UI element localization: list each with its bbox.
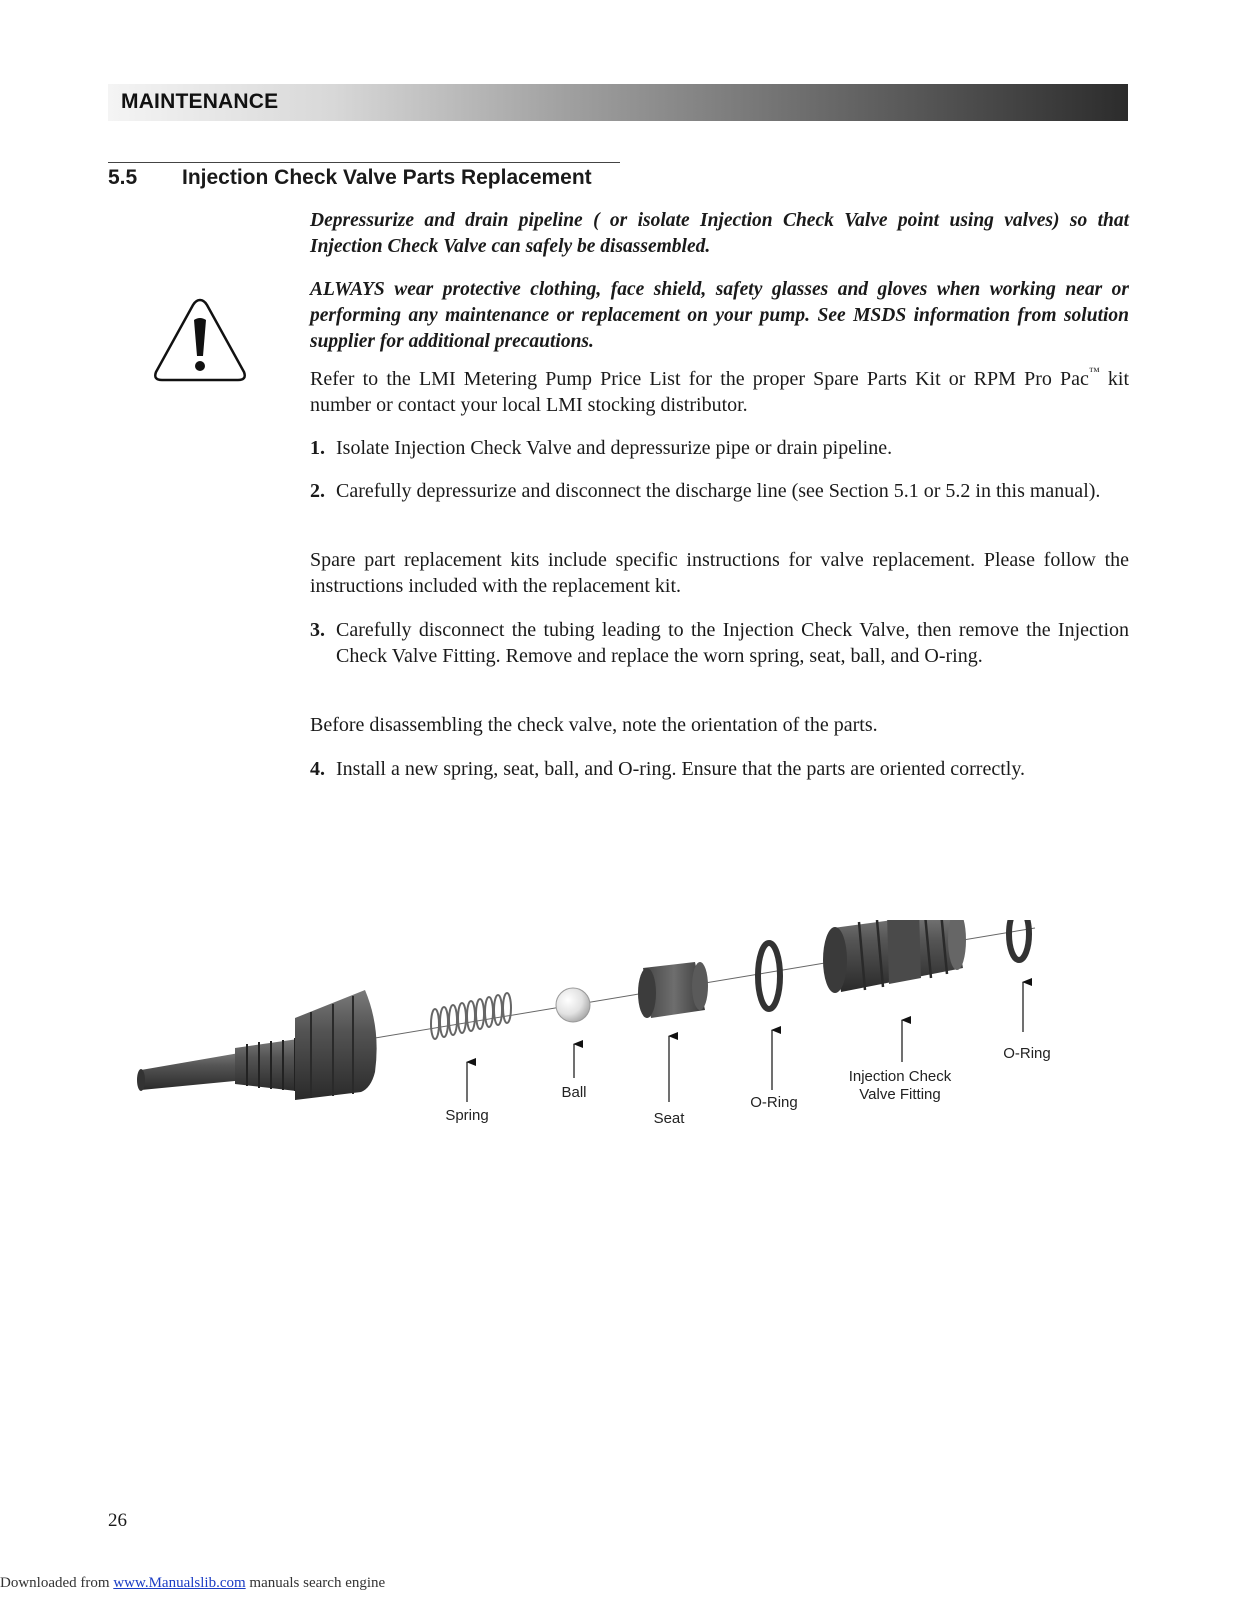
step-1 — [310, 435, 1129, 461]
spring-part — [431, 993, 511, 1039]
warning-text-depressurize: Depressurize and drain pipeline ( or isolate Injection Check Valve point using valves) so that Injection Check Valve can safely be disassembled. — [310, 210, 1129, 257]
seat-part — [638, 962, 708, 1018]
refer-paragraph — [310, 366, 1129, 418]
step-text: Install a new spring, seat, ball, and O-ring. Ensure that the parts are oriented correctly. — [336, 758, 1026, 780]
refer-text-a: Refer to the LMI Metering Pump Price List for the proper Spare Parts Kit or RPM Pro Pac — [310, 368, 1089, 390]
section-rule — [108, 162, 620, 163]
ball-label: Ball — [561, 1084, 587, 1101]
refer-text-b: kit number or contact your local LMI stocking distributor. — [310, 368, 1129, 416]
step-number: 4. — [310, 758, 325, 780]
footer-suffix: manuals search engine — [245, 1575, 386, 1591]
before-paragraph: Before disassembling the check valve, note the orientation of the parts. — [310, 714, 878, 736]
o-ring-part-1 — [758, 943, 780, 1009]
step-number: 3. — [310, 619, 325, 641]
footer-prefix: Downloaded from — [0, 1575, 114, 1591]
check-valve-exploded-diagram — [135, 920, 1095, 1160]
manualslib-link[interactable]: www.Manualslib.com — [113, 1575, 246, 1591]
warning-icon — [152, 296, 248, 384]
step-number: 2. — [310, 480, 325, 502]
spare-kits-paragraph: Spare part replacement kits include specific instructions for valve replacement. Please follow the instructions included with the replacement kit. — [310, 549, 1129, 597]
ball-part — [556, 988, 590, 1022]
step-4 — [310, 756, 1129, 782]
o-ring-label-2: O-Ring — [1003, 1045, 1051, 1062]
trademark-symbol: ™ — [1088, 366, 1100, 378]
footer — [0, 1575, 385, 1592]
spring-label: Spring — [445, 1107, 489, 1124]
section-number: 5.5 — [108, 166, 138, 189]
warning-text-protective: ALWAYS wear protective clothing, face shield, safety glasses and gloves when working near or performing any maintenance or replacement on your pump. See MSDS information from solution supplier for additional precautions. — [310, 279, 1129, 352]
step-3 — [310, 617, 1129, 669]
o-ring-part-2 — [1009, 920, 1029, 960]
step-text: Isolate Injection Check Valve and depressurize pipe or drain pipeline. — [336, 437, 893, 459]
section-title: Injection Check Valve Parts Replacement — [182, 166, 592, 189]
header-title: MAINTENANCE — [121, 90, 279, 113]
fitting-label-line2: Valve Fitting — [859, 1086, 941, 1103]
step-text: Carefully disconnect the tubing leading to the Injection Check Valve, then remove the Injection Check Valve Fitting. Remove and replace the worn spring, seat, ball, and O-ring. — [336, 619, 1129, 667]
valve-body-part — [137, 990, 377, 1100]
section-header-bar — [108, 84, 1128, 121]
step-text: Carefully depressurize and disconnect the discharge line (see Section 5.1 or 5.2 in this manual). — [336, 480, 1101, 502]
step-number: 1. — [310, 437, 325, 459]
o-ring-label-1: O-Ring — [750, 1094, 798, 1111]
fitting-label-line1: Injection Check — [848, 1068, 952, 1085]
step-2 — [310, 478, 1129, 504]
injection-check-valve-fitting-part — [823, 920, 966, 993]
page-number: 26 — [108, 1510, 127, 1531]
seat-label: Seat — [653, 1110, 685, 1127]
